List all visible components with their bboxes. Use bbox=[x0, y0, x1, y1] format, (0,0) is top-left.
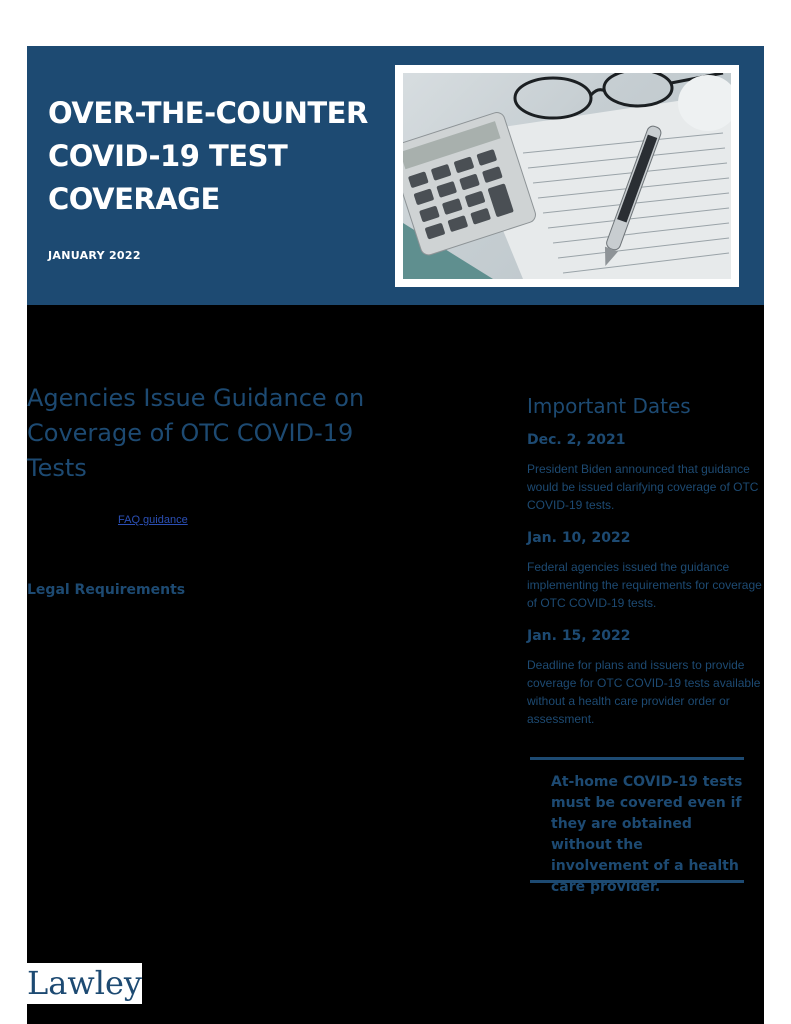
date-entry bbox=[527, 628, 767, 728]
date-description: Federal agencies issued the guidance implementing the requirements for coverage of OTC COVID-19 tests. bbox=[527, 560, 762, 610]
title-line-3: COVERAGE bbox=[48, 182, 220, 216]
date-description: Deadline for plans and issuers to provide coverage for OTC COVID-19 tests available without a health care provider order or assessment. bbox=[527, 658, 761, 726]
heading-line-3: Tests bbox=[27, 454, 87, 482]
header-photo-frame bbox=[395, 65, 739, 287]
date-label: Dec. 2, 2021 bbox=[527, 432, 626, 448]
document-title bbox=[48, 92, 388, 221]
calculator-glasses-pen-photo bbox=[403, 73, 731, 279]
important-dates-title: Important Dates bbox=[527, 394, 691, 418]
date-label: Jan. 15, 2022 bbox=[527, 628, 631, 644]
date-description: President Biden announced that guidance would be issued clarifying coverage of OTC COVID-19 tests. bbox=[527, 462, 759, 512]
title-line-2: COVID-19 TEST bbox=[48, 139, 288, 173]
title-line-1: OVER-THE-COUNTER bbox=[48, 96, 368, 130]
header-banner bbox=[27, 46, 764, 305]
important-dates-sidebar bbox=[527, 394, 767, 744]
faq-guidance-link[interactable]: FAQ guidance bbox=[118, 514, 188, 526]
lawley-logo: Lawley bbox=[27, 964, 142, 1002]
heading-line-2: Coverage of OTC COVID-19 bbox=[27, 419, 354, 447]
article-heading bbox=[27, 381, 427, 486]
callout-text: At-home COVID-19 tests must be covered even if they are obtained without the involvement of a health care provider. bbox=[551, 774, 743, 895]
date-entry bbox=[527, 530, 767, 612]
heading-line-1: Agencies Issue Guidance on bbox=[27, 384, 365, 412]
document-page bbox=[27, 46, 764, 1024]
publication-date: JANUARY 2022 bbox=[48, 249, 141, 262]
legal-requirements-heading: Legal Requirements bbox=[27, 582, 186, 598]
date-label: Jan. 10, 2022 bbox=[527, 530, 631, 546]
date-entry bbox=[527, 432, 767, 514]
callout-box bbox=[530, 757, 744, 895]
